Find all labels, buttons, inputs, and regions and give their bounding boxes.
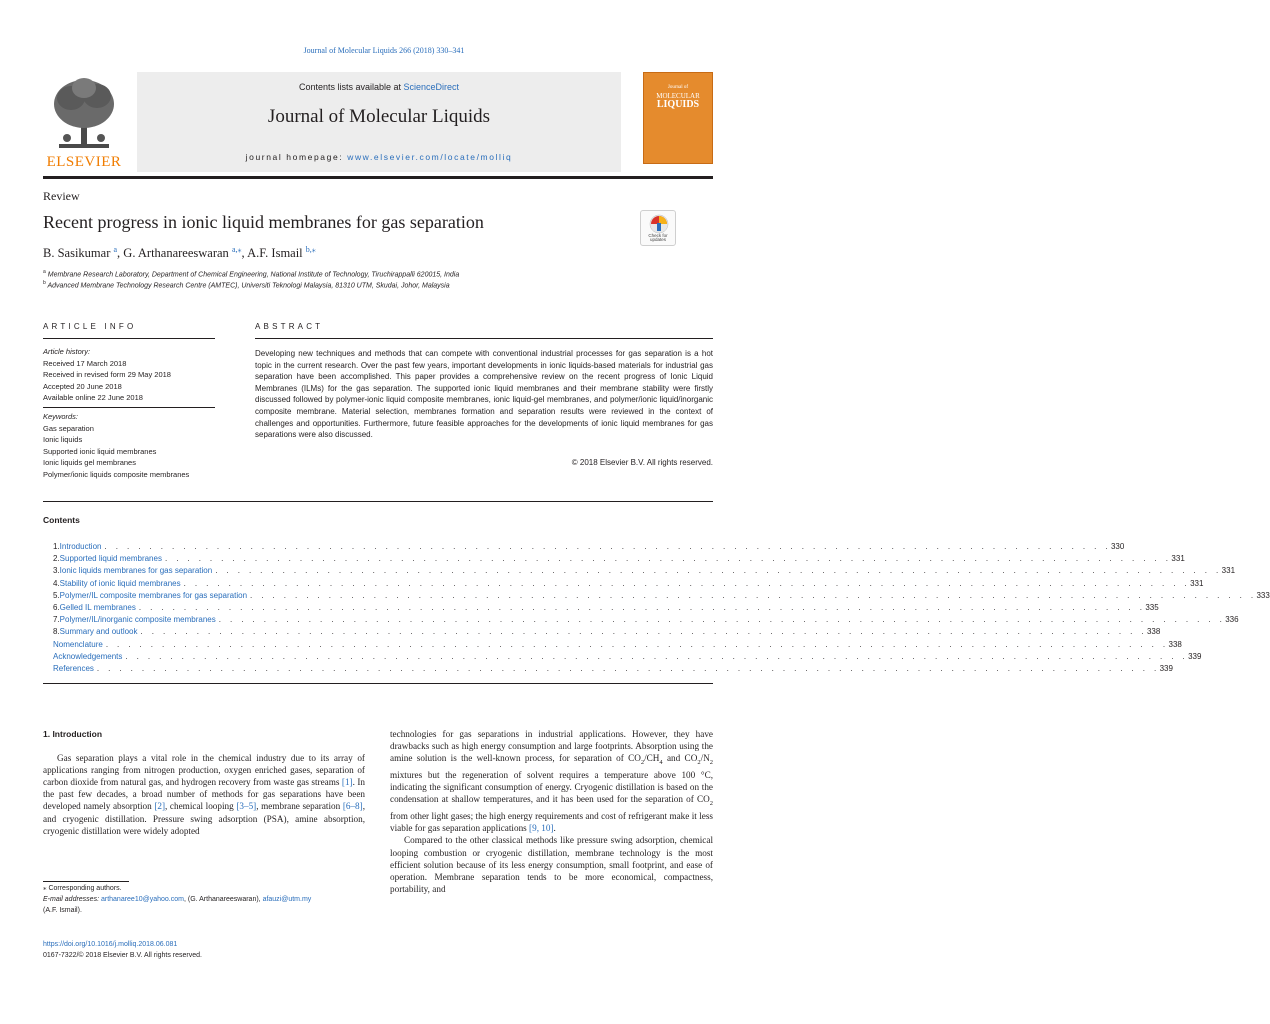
body-column-right xyxy=(390,728,713,895)
journal-reference[interactable]: Journal of Molecular Liquids 266 (2018) 330–341 xyxy=(303,46,465,55)
footnote-rule xyxy=(43,881,129,882)
homepage-prefix: journal homepage: xyxy=(245,152,348,162)
history-item: Accepted 20 June 2018 xyxy=(43,381,122,391)
author-name: A.F. Ismail xyxy=(247,246,303,261)
toc-leader: . . . . . . . . . . . . . . . . . . . . . . . . . . . . . . . . . . . . . . . . . . . . . . . . . . . . . . . . . . . . . . . . . . . . . . . . . . . . . . . . . . . . . . . . . . . . . . . xyxy=(105,639,1169,649)
citation-link[interactable]: [3–5] xyxy=(236,801,257,812)
toc-leader: . . . . . . . . . . . . . . . . . . . . . . . . . . . . . . . . . . . . . . . . . . . . . . . . . . . . . . . . . . . . . . . . . . . . . . . . . . . . . . . . . . . . . . . . . . xyxy=(138,602,1146,612)
journal-homepage xyxy=(137,152,621,162)
email-link[interactable]: arthanaree10@yahoo.com xyxy=(100,896,184,903)
toc-number: 8. xyxy=(53,627,60,637)
author-affiliation-mark[interactable]: b,⁎ xyxy=(305,245,316,254)
history-item: Available online 22 June 2018 xyxy=(43,393,143,402)
affiliation xyxy=(43,280,450,289)
table-of-contents xyxy=(53,541,1270,675)
body-text: mixtures but the regeneration of solvent requires a temperature above 100 °C, indicating the significant consumption of energy. Cryogenic distillation is based on the condensation at shallow temperatures, and it has been used for the separation of CO xyxy=(390,770,713,805)
toc-title[interactable]: Acknowledgements xyxy=(53,651,123,661)
toc-leader: . . . . . . . . . . . . . . . . . . . . . . . . . . . . . . . . . . . . . . . . . . . . . . . . . . . . . . . . . . . . . . . . . . . . . . . . . . . . . . . . . . . . . . . . . . xyxy=(215,566,1222,576)
keywords-label: Keywords: xyxy=(43,412,79,421)
email-owner: (A.F. Ismail). xyxy=(43,906,82,914)
contents-top-rule xyxy=(43,501,713,502)
body-paragraph: Compared to the other classical methods like pressure swing adsorption, chemical looping combustion or cryogenic distillation, membrane technology is the most efficient solution because of its less energy consumption, small footprint, and ease of operation. Membrane separation tends to be more economical, compactness, portability, and xyxy=(390,835,713,894)
author-affiliation-mark[interactable]: a,⁎ xyxy=(231,245,242,254)
body-paragraph xyxy=(390,728,713,834)
subscript: 2 xyxy=(697,759,701,767)
cover-title xyxy=(648,93,708,111)
keywords-rule xyxy=(43,407,215,408)
toc-title[interactable]: Summary and outlook xyxy=(59,627,138,637)
article-history xyxy=(43,346,215,404)
body-text: Gas separation plays a vital role in the chemical industry due to its array of applications ranging from nitrogen production, oxygen enriched gases, separation of carbon dioxide from natural gas, and hydrogen recovery from waste gas streams xyxy=(43,753,365,788)
toc-page: 331 xyxy=(1190,578,1204,588)
toc-number: 1. xyxy=(53,542,60,551)
author-separator: , xyxy=(117,246,124,261)
toc-page: 339 xyxy=(1188,651,1202,661)
toc-entry[interactable] xyxy=(53,651,1202,663)
crossmark-label: Check for updates xyxy=(648,232,668,243)
email-link[interactable]: afauzi@utm.my xyxy=(262,896,312,903)
toc-page: 331 xyxy=(1171,554,1185,564)
toc-entry[interactable] xyxy=(53,614,1239,626)
toc-title[interactable]: Ionic liquids membranes for gas separation xyxy=(59,566,213,576)
toc-title[interactable]: Polymer/IL/inorganic composite membranes xyxy=(59,615,216,625)
email-owner: , (G. Arthanareeswaran), xyxy=(183,896,263,903)
toc-page: 336 xyxy=(1225,615,1239,625)
keyword-item: Polymer/ionic liquids composite membranes xyxy=(43,469,190,479)
citation-link[interactable]: [6–8] xyxy=(342,801,363,812)
body-text: /N xyxy=(700,753,710,764)
body-text: /CH xyxy=(644,753,660,764)
toc-entry[interactable] xyxy=(53,663,1173,675)
contents-availability xyxy=(137,82,621,92)
history-label: Article history: xyxy=(43,347,91,356)
author-separator: , xyxy=(241,246,248,261)
history-item: Received in revised form 29 May 2018 xyxy=(43,370,171,379)
crossmark-icon xyxy=(641,211,677,235)
toc-leader: . . . . . . . . . . . . . . . . . . . . . . . . . . . . . . . . . . . . . . . . . . . . . . . . . . . . . . . . . . . . . . . . . . . . . . . . . . . . . . . . . . . . . . . . . . . . . . . xyxy=(96,663,1160,673)
toc-title[interactable]: Introduction xyxy=(59,542,102,551)
doi-link[interactable] xyxy=(43,940,177,951)
abstract-text: Developing new techniques and methods that can compete with conventional industrial processes for gas separation is a hot topic in the current research. Over the past few years, important developments in ionic liquids-based materials for industrial gas separation have been accomplished. This paper provides a comprehensive review on the recent progress of Ionic Liquid Membranes (ILMs) for the gas separation. The supported ionic liquid membranes and their membrane stability were firstly discussed followed by polymer-ionic liquid composite membranes, ionic liquid-gel membranes, and polymer/ionic liquid/inorganic composite membrane. Material selection, membranes formation and separation results were reviewed in the context of challenges and opportunities. Furthermore, future feasible approaches for the developments of ionic liquid membranes for gas separations were also discussed. xyxy=(255,349,713,440)
toc-entry[interactable] xyxy=(53,602,1159,614)
body-text: . In the past few decades, a broad number of methods for gas separations have been developed namely absorption xyxy=(43,777,365,812)
body-text: . xyxy=(553,823,556,834)
toc-number: 6. xyxy=(53,602,60,612)
masthead-banner xyxy=(137,72,621,172)
section-heading: 1. Introduction xyxy=(43,729,103,739)
toc-entry[interactable] xyxy=(53,565,1236,577)
toc-number: 7. xyxy=(53,615,60,625)
body-text: from other light gases; the high energy requirements and cost of refrigerant make it less viable for gas separation applications xyxy=(390,811,713,834)
body-text: , chemical looping xyxy=(165,801,237,812)
toc-leader: . . . . . . . . . . . . . . . . . . . . . . . . . . . . . . . . . . . . . . . . . . . . . . . . . . . . . . . . . . . . . . . . . . . . . . . . . . . . . . . . . . . . . . . . . . xyxy=(164,554,1172,564)
toc-title[interactable]: Nomenclature xyxy=(53,639,103,649)
article-type: Review xyxy=(43,189,80,203)
citation-link[interactable]: [2] xyxy=(154,801,166,812)
toc-page: 330 xyxy=(1110,542,1125,551)
toc-leader: . . . . . . . . . . . . . . . . . . . . . . . . . . . . . . . . . . . . . . . . . . . . . . . . . . . . . . . . . . . . . . . . . . . . . . . . . . . . . . . . . . . . . . . . . . xyxy=(218,615,1226,625)
toc-leader: . . . . . . . . . . . . . . . . . . . . . . . . . . . . . . . . . . . . . . . . . . . . . . . . . . . . . . . . . . . . . . . . . . . . . . . . . . . . . . . . . . . . . . . . . . xyxy=(140,627,1147,637)
toc-entry[interactable] xyxy=(53,578,1204,590)
affiliation-text: Advanced Membrane Technology Research Centre (AMTEC), Universiti Teknologi Malaysia, 81310 UTM, Skudai, Johor, Malaysia xyxy=(47,282,450,290)
masthead xyxy=(43,72,713,172)
toc-leader: . . . . . . . . . . . . . . . . . . . . . . . . . . . . . . . . . . . . . . . . . . . . . . . . . . . . . . . . . . . . . . . . . . . . . . . . . . . . . . . . . . . . . . . . . . . . . . . xyxy=(125,651,1189,661)
toc-page: 338 xyxy=(1146,627,1161,637)
affiliation-text: Membrane Research Laboratory, Department of Chemical Engineering, National Institute of Technology, Tiruchirappalli 620015, India xyxy=(47,271,460,279)
keyword-item: Ionic liquids gel membranes xyxy=(43,458,136,467)
masthead-rule xyxy=(43,176,713,179)
toc-entry[interactable] xyxy=(53,541,1125,553)
citation-link[interactable]: [1] xyxy=(341,777,353,788)
article-title: Recent progress in ionic liquid membranes for gas separation xyxy=(43,212,484,232)
author-list xyxy=(43,245,316,261)
subscript: 2 xyxy=(709,800,713,808)
toc-number: 2. xyxy=(53,554,60,564)
cover-title-bottom: LIQUIDS xyxy=(656,99,700,111)
article-info-rule xyxy=(43,338,215,339)
keyword-item: Gas separation xyxy=(43,423,94,433)
toc-leader: . . . . . . . . . . . . . . . . . . . . . . . . . . . . . . . . . . . . . . . . . . . . . . . . . . . . . . . . . . . . . . . . . . . . . . . . . . . . . . . . . . . . . . . . . . xyxy=(183,578,1191,588)
corresponding-footnote: ⁎ Corresponding authors. xyxy=(43,885,122,892)
keywords xyxy=(43,411,215,480)
homepage-link[interactable]: www.elsevier.com/locate/molliq xyxy=(347,152,513,162)
author-name: G. Arthanareeswaran xyxy=(123,246,229,261)
body-paragraph xyxy=(43,752,365,837)
issn-line: 0167-7322/© 2018 Elsevier B.V. All rights reserved. xyxy=(43,952,202,959)
cover-small-text: Journal of xyxy=(667,85,689,90)
toc-entry[interactable] xyxy=(53,626,1161,638)
doi-text[interactable]: https://doi.org/10.1016/j.molliq.2018.06.081 xyxy=(43,941,178,948)
toc-entry[interactable] xyxy=(53,590,1270,602)
elsevier-logo xyxy=(43,74,125,170)
toc-leader: . . . . . . . . . . . . . . . . . . . . . . . . . . . . . . . . . . . . . . . . . . . . . . . . . . . . . . . . . . . . . . . . . . . . . . . . . . . . . . . . . . . . . . . . . . xyxy=(250,590,1257,600)
affiliation xyxy=(43,269,459,278)
toc-title[interactable]: Stability of ionic liquid membranes xyxy=(59,578,181,588)
toc-page: 331 xyxy=(1221,566,1236,576)
toc-page: 338 xyxy=(1168,639,1182,649)
toc-title[interactable]: References xyxy=(53,663,94,673)
abstract-rule xyxy=(255,338,713,339)
body-column-left xyxy=(43,728,365,837)
cover-title-top: MOLECULAR xyxy=(656,92,700,100)
body-text: , and cryogenic distillation. Pressure swing adsorption (PSA), amine absorption, cryogenic distillation were widely adopted xyxy=(43,801,366,836)
toc-number: 3. xyxy=(53,566,60,576)
email-label: E-mail addresses: xyxy=(43,896,101,903)
subscript: 4 xyxy=(659,759,663,767)
publisher-name: ELSEVIER xyxy=(46,154,122,170)
keyword-item: Ionic liquids xyxy=(43,435,83,444)
toc-leader: . . . . . . . . . . . . . . . . . . . . . . . . . . . . . . . . . . . . . . . . . . . . . . . . . . . . . . . . . . . . . . . . . . . . . . . . . . . . . . . . . . . . . . . . . . xyxy=(104,542,1111,551)
subscript: 2 xyxy=(709,759,714,767)
author-name: B. Sasikumar xyxy=(43,246,111,261)
affiliation-mark: b xyxy=(43,280,46,286)
journal-cover[interactable] xyxy=(643,72,713,164)
citation-link[interactable]: [9, 10] xyxy=(529,823,554,834)
author-affiliation-mark[interactable]: a xyxy=(113,245,118,254)
history-item: Received 17 March 2018 xyxy=(43,358,127,368)
abstract-copyright: © 2018 Elsevier B.V. All rights reserved. xyxy=(571,458,713,467)
toc-title[interactable]: Gelled IL membranes xyxy=(59,602,136,612)
toc-number: 4. xyxy=(53,578,60,588)
affiliation-mark: a xyxy=(43,269,46,275)
article-info-heading: ARTICLE INFO xyxy=(43,322,137,331)
contents-heading: Contents xyxy=(43,515,80,525)
email-footnote xyxy=(43,895,378,916)
toc-title[interactable]: Supported liquid membranes xyxy=(59,554,162,564)
toc-page: 333 xyxy=(1256,590,1270,600)
body-text: , membrane separation xyxy=(256,801,343,812)
journal-title: Journal of Molecular Liquids xyxy=(267,106,491,127)
abstract-heading: ABSTRACT xyxy=(255,322,324,331)
subscript: 2 xyxy=(640,759,645,767)
toc-number: 5. xyxy=(53,590,60,600)
toc-entry[interactable] xyxy=(53,639,1182,651)
body-text: technologies for gas separations in industrial applications. However, they have drawbacks such as high energy consumption and large footprints. Absorption using the amine solution is the well-known process, for separation of CO xyxy=(390,729,713,764)
sciencedirect-link[interactable]: ScienceDirect xyxy=(403,82,460,92)
toc-page: 335 xyxy=(1145,602,1159,612)
contents-bottom-rule xyxy=(43,683,713,684)
crossmark-badge[interactable] xyxy=(640,210,676,246)
keyword-item: Supported ionic liquid membranes xyxy=(43,446,157,456)
toc-title[interactable]: Polymer/IL composite membranes for gas separation xyxy=(59,590,248,600)
contents-prefix: Contents lists available at xyxy=(298,82,404,92)
elsevier-tree-icon xyxy=(43,74,125,154)
toc-entry[interactable] xyxy=(53,553,1185,565)
body-text: and CO xyxy=(662,753,698,764)
toc-page: 339 xyxy=(1159,663,1173,673)
